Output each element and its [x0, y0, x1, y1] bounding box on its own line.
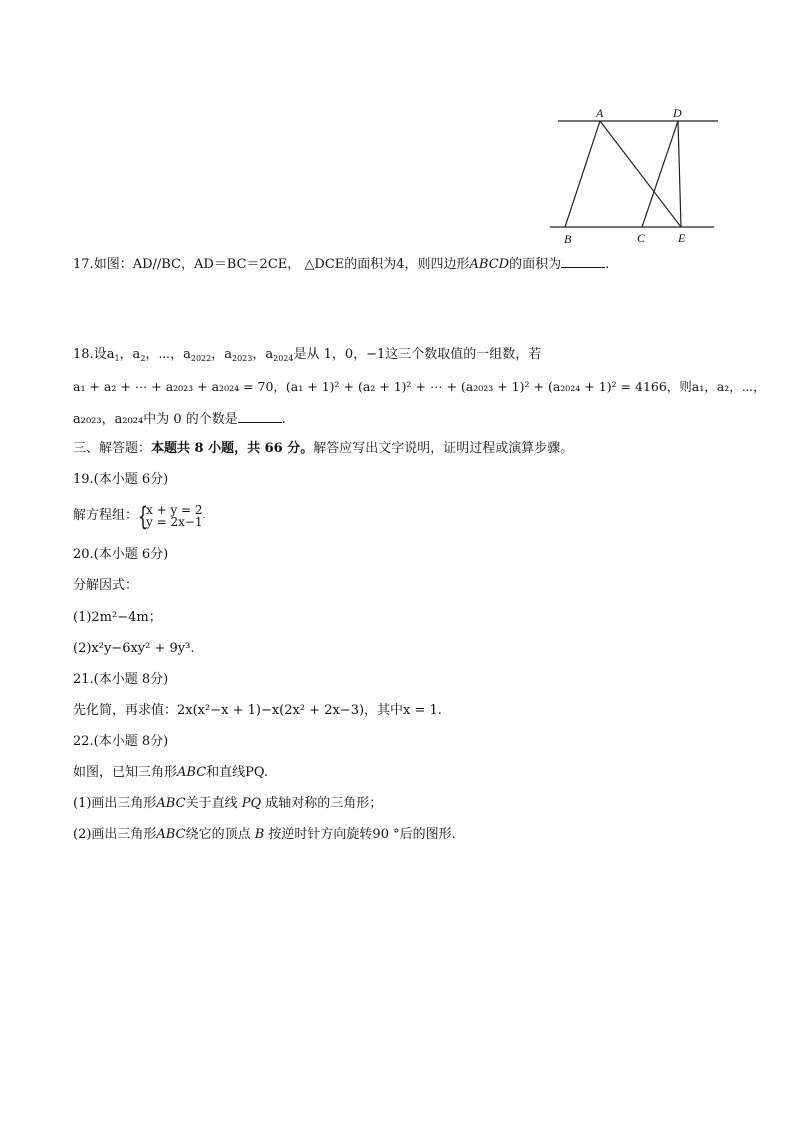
q19-header: 19.(本小题 6分)	[73, 472, 169, 487]
q18-line3-pre: a₂₀₂₃，a₂₀₂₄中为 0 的个数是	[73, 412, 238, 427]
q20-prompt: 分解因式：	[73, 578, 139, 593]
label-C: C	[637, 231, 646, 245]
q17-end: .	[605, 257, 610, 272]
q22-p1-pq: PQ	[241, 796, 262, 811]
q21-text: 先化简，再求值：2x(x²−x + 1)−x(2x² + 2x−3)，其中x = 1.	[73, 703, 442, 718]
question-18-line3	[73, 410, 286, 429]
label-D: D	[673, 106, 682, 120]
label-A: A	[596, 106, 604, 120]
q17-text-b: △DCE的面积为4，则四边形	[304, 257, 470, 272]
q22-p2-b: 绕它的顶点	[185, 827, 251, 842]
segment-DE	[678, 121, 681, 227]
segment-DC	[642, 121, 678, 227]
q18-answer-blank[interactable]	[238, 410, 282, 423]
q22-header: 22.(本小题 8分)	[73, 734, 169, 749]
q20-part1: (1)2m²−4m；	[73, 610, 162, 625]
q22-part2	[73, 826, 456, 844]
segment-AE	[600, 121, 681, 227]
label-B: B	[564, 232, 572, 246]
q22-intro-b: 和直线PQ.	[206, 765, 269, 780]
q19-equation-system	[138, 502, 203, 532]
q22-intro-a: 如图，已知三角形	[73, 765, 178, 780]
q20-part2: (2)x²y−6xy² + 9y³.	[73, 641, 195, 656]
q17-number: 17.	[73, 257, 94, 272]
brace-icon: {	[138, 502, 148, 532]
section3-title: 三、解答题：	[73, 441, 152, 456]
q22-p2-c: 按逆时针方向旋转90 °后的图形.	[268, 827, 456, 842]
q19-end: .	[202, 511, 206, 521]
q18-number: 18.	[73, 347, 94, 362]
q19-prompt: 解方程组：	[73, 508, 139, 523]
question-18-line1: 18.设$a_1$，$a_2$，⋯，$a_{2022}$，$a_{2023}$，$a_{2024}$是从 1，0，−1这三个数取值的一组数，若	[73, 347, 542, 363]
q22-p1-b: 关于直线	[185, 796, 238, 811]
geometry-figure	[548, 100, 722, 250]
q22-p2-a: (2)画出三角形	[73, 827, 157, 842]
section3-bold: 本题共 8 小题，共 66 分。	[151, 441, 314, 456]
q19-eq2: y = 2x−1	[146, 515, 203, 529]
q20-header: 20.(本小题 6分)	[73, 547, 169, 562]
q19-body	[73, 503, 205, 530]
q19-eq1: x + y = 2	[146, 503, 203, 517]
q22-p1-c: 成轴对称的三角形；	[265, 796, 383, 811]
q22-intro	[73, 764, 268, 782]
q22-abc: ABC	[177, 765, 207, 780]
question-17	[73, 255, 609, 274]
q17-answer-blank[interactable]	[561, 255, 605, 268]
q22-p2-abc: ABC	[156, 827, 186, 842]
q18-end: .	[281, 412, 286, 427]
section-3-heading	[73, 440, 573, 458]
q22-part1	[73, 795, 382, 813]
q17-text-a: 如图：AD//BC，AD＝BC＝2CE，	[93, 257, 301, 272]
q18-line1-pre: 设a	[93, 347, 115, 362]
label-E: E	[678, 231, 686, 245]
q22-p2-b-vertex: B	[254, 827, 265, 842]
q22-p1-a: (1)画出三角形	[73, 796, 157, 811]
q17-quad: ABCD	[469, 257, 510, 272]
segment-AB	[565, 121, 600, 227]
section3-rest: 解答应写出文字说明，证明过程或演算步骤。	[313, 441, 574, 456]
question-18-line2: a₁ + a₂ + ⋯ + a₂₀₂₃ + a₂₀₂₄ = 70，(a₁ + 1)² + (a₂ + 1)² + ⋯ + (a₂₀₂₃ + 1)² + (a₂₀₂₄ + 1)² = 4166，则a₁，a₂，⋯，	[73, 379, 766, 394]
q18-line1-post: 是从 1，0，−1这三个数取值的一组数，若	[293, 347, 542, 362]
q21-header: 21.(本小题 8分)	[73, 672, 169, 687]
q17-text-c: 的面积为	[509, 257, 562, 272]
q22-p1-abc: ABC	[156, 796, 186, 811]
